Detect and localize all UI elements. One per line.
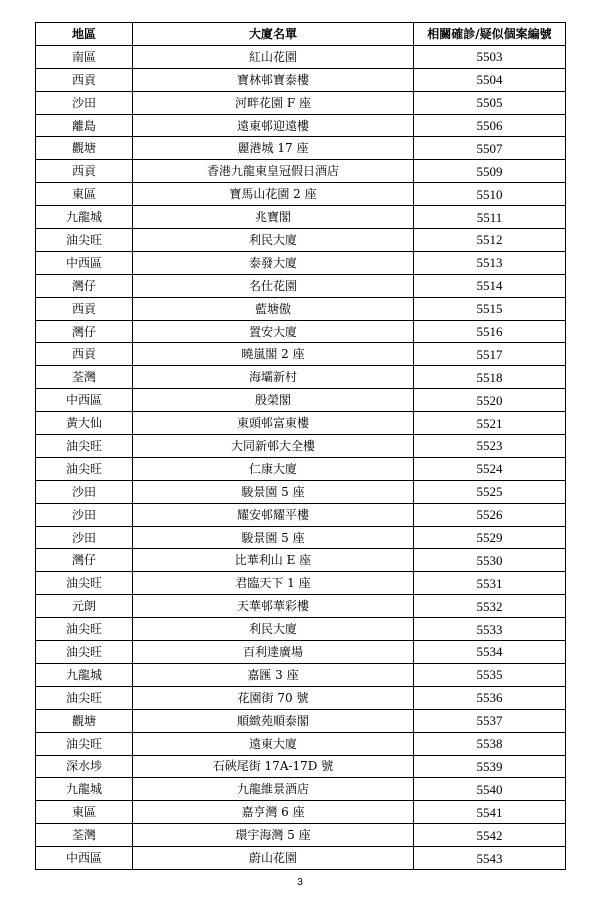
cell-building-name: 藍塘傲 [133, 297, 414, 320]
cell-case-number: 5538 [414, 732, 566, 755]
table-row [36, 755, 566, 778]
table-header-row [36, 23, 566, 46]
cell-case-number: 5504 [414, 68, 566, 91]
cell-district: 南區 [36, 45, 133, 68]
cell-case-number: 5533 [414, 618, 566, 641]
cell-district: 灣仔 [36, 549, 133, 572]
cell-district: 九龍城 [36, 778, 133, 801]
cell-district: 東區 [36, 801, 133, 824]
table-row [36, 343, 566, 366]
cell-district: 離島 [36, 114, 133, 137]
cell-building-name: 名仕花園 [133, 274, 414, 297]
table-row [36, 274, 566, 297]
table-row [36, 595, 566, 618]
cell-case-number: 5543 [414, 847, 566, 870]
table-row [36, 847, 566, 870]
table-row [36, 68, 566, 91]
table-row [36, 503, 566, 526]
cell-district: 油尖旺 [36, 618, 133, 641]
cell-building-name: 石硤尾街 17A-17D 號 [133, 755, 414, 778]
table-row [36, 114, 566, 137]
table-row [36, 618, 566, 641]
cell-building-name: 大同新邨大全樓 [133, 435, 414, 458]
table-row [36, 709, 566, 732]
cell-case-number: 5540 [414, 778, 566, 801]
table-row [36, 435, 566, 458]
cell-district: 油尖旺 [36, 686, 133, 709]
cell-building-name: 順緻苑順泰閣 [133, 709, 414, 732]
cell-building-name: 天華邨華彩樓 [133, 595, 414, 618]
cell-building-name: 紅山花園 [133, 45, 414, 68]
table-row [36, 366, 566, 389]
cell-case-number: 5513 [414, 251, 566, 274]
cell-district: 荃灣 [36, 824, 133, 847]
table-body [36, 45, 566, 869]
cell-building-name: 置安大廈 [133, 320, 414, 343]
cell-building-name: 九龍維景酒店 [133, 778, 414, 801]
cell-building-name: 君臨天下 1 座 [133, 572, 414, 595]
cell-building-name: 嘉匯 3 座 [133, 663, 414, 686]
cell-case-number: 5505 [414, 91, 566, 114]
cell-case-number: 5525 [414, 480, 566, 503]
cell-case-number: 5510 [414, 183, 566, 206]
cell-building-name: 利民大廈 [133, 618, 414, 641]
table-row [36, 801, 566, 824]
cell-district: 西貢 [36, 343, 133, 366]
table-row [36, 412, 566, 435]
cell-building-name: 兆寶閣 [133, 206, 414, 229]
cell-case-number: 5523 [414, 435, 566, 458]
cell-district: 灣仔 [36, 320, 133, 343]
cell-case-number: 5509 [414, 160, 566, 183]
cell-case-number: 5520 [414, 389, 566, 412]
cell-district: 中西區 [36, 847, 133, 870]
cell-building-name: 遠東大廈 [133, 732, 414, 755]
cell-district: 油尖旺 [36, 572, 133, 595]
cell-building-name: 蔚山花園 [133, 847, 414, 870]
cell-district: 中西區 [36, 389, 133, 412]
cell-building-name: 泰發大廈 [133, 251, 414, 274]
cell-case-number: 5515 [414, 297, 566, 320]
cell-district: 油尖旺 [36, 732, 133, 755]
cell-building-name: 麗港城 17 座 [133, 137, 414, 160]
table-row [36, 663, 566, 686]
cell-district: 沙田 [36, 91, 133, 114]
table-row [36, 137, 566, 160]
table-row [36, 206, 566, 229]
cell-building-name: 東頭邨富東樓 [133, 412, 414, 435]
cell-district: 九龍城 [36, 663, 133, 686]
cell-district: 觀塘 [36, 137, 133, 160]
cell-building-name: 河畔花園 F 座 [133, 91, 414, 114]
cell-building-name: 仁康大廈 [133, 457, 414, 480]
cell-case-number: 5511 [414, 206, 566, 229]
cell-case-number: 5507 [414, 137, 566, 160]
cell-district: 油尖旺 [36, 229, 133, 252]
cell-building-name: 海壩新村 [133, 366, 414, 389]
cell-case-number: 5537 [414, 709, 566, 732]
table-row [36, 389, 566, 412]
cell-building-name: 遠東邨迎遠樓 [133, 114, 414, 137]
table-row [36, 824, 566, 847]
cell-case-number: 5514 [414, 274, 566, 297]
cell-case-number: 5526 [414, 503, 566, 526]
table-row [36, 732, 566, 755]
cell-district: 油尖旺 [36, 435, 133, 458]
cell-case-number: 5516 [414, 320, 566, 343]
cell-district: 荃灣 [36, 366, 133, 389]
cell-district: 沙田 [36, 480, 133, 503]
cell-case-number: 5506 [414, 114, 566, 137]
cell-case-number: 5530 [414, 549, 566, 572]
header-building-name: 大廈名單 [133, 23, 414, 46]
cell-district: 油尖旺 [36, 641, 133, 664]
cell-case-number: 5503 [414, 45, 566, 68]
cell-district: 沙田 [36, 526, 133, 549]
table-row [36, 686, 566, 709]
cell-district: 油尖旺 [36, 457, 133, 480]
table-row [36, 778, 566, 801]
cell-district: 九龍城 [36, 206, 133, 229]
cell-building-name: 嘉亨灣 6 座 [133, 801, 414, 824]
page-number: 3 [297, 877, 303, 888]
cell-building-name: 寶林邨寶泰樓 [133, 68, 414, 91]
table-row [36, 641, 566, 664]
cell-district: 灣仔 [36, 274, 133, 297]
cell-case-number: 5521 [414, 412, 566, 435]
cell-building-name: 花園街 70 號 [133, 686, 414, 709]
cell-case-number: 5512 [414, 229, 566, 252]
cell-building-name: 駿景園 5 座 [133, 526, 414, 549]
building-list-table [35, 22, 566, 870]
cell-district: 中西區 [36, 251, 133, 274]
cell-case-number: 5536 [414, 686, 566, 709]
cell-case-number: 5532 [414, 595, 566, 618]
table-row [36, 251, 566, 274]
cell-case-number: 5542 [414, 824, 566, 847]
cell-district: 深水埗 [36, 755, 133, 778]
table-row [36, 297, 566, 320]
cell-district: 東區 [36, 183, 133, 206]
table-row [36, 229, 566, 252]
table-row [36, 45, 566, 68]
table-row [36, 526, 566, 549]
cell-building-name: 利民大廈 [133, 229, 414, 252]
cell-building-name: 百利達廣場 [133, 641, 414, 664]
cell-building-name: 環宇海灣 5 座 [133, 824, 414, 847]
table-row [36, 549, 566, 572]
cell-district: 元朗 [36, 595, 133, 618]
table-row [36, 320, 566, 343]
cell-case-number: 5539 [414, 755, 566, 778]
header-district: 地區 [36, 23, 133, 46]
cell-case-number: 5541 [414, 801, 566, 824]
cell-building-name: 耀安邨耀平樓 [133, 503, 414, 526]
cell-building-name: 駿景園 5 座 [133, 480, 414, 503]
cell-case-number: 5524 [414, 457, 566, 480]
cell-district: 黃大仙 [36, 412, 133, 435]
table-row [36, 183, 566, 206]
cell-district: 西貢 [36, 297, 133, 320]
cell-building-name: 殷榮閣 [133, 389, 414, 412]
cell-case-number: 5531 [414, 572, 566, 595]
table-row [36, 457, 566, 480]
cell-case-number: 5518 [414, 366, 566, 389]
cell-district: 沙田 [36, 503, 133, 526]
cell-district: 觀塘 [36, 709, 133, 732]
cell-building-name: 曉嵐閣 2 座 [133, 343, 414, 366]
table-row [36, 91, 566, 114]
header-case-number: 相關確診/疑似個案編號 [414, 23, 566, 46]
cell-building-name: 香港九龍東皇冠假日酒店 [133, 160, 414, 183]
cell-district: 西貢 [36, 68, 133, 91]
table-row [36, 160, 566, 183]
cell-building-name: 比華利山 E 座 [133, 549, 414, 572]
cell-case-number: 5534 [414, 641, 566, 664]
table-row [36, 480, 566, 503]
cell-case-number: 5517 [414, 343, 566, 366]
cell-case-number: 5529 [414, 526, 566, 549]
table-row [36, 572, 566, 595]
cell-district: 西貢 [36, 160, 133, 183]
cell-building-name: 寶馬山花園 2 座 [133, 183, 414, 206]
cell-case-number: 5535 [414, 663, 566, 686]
